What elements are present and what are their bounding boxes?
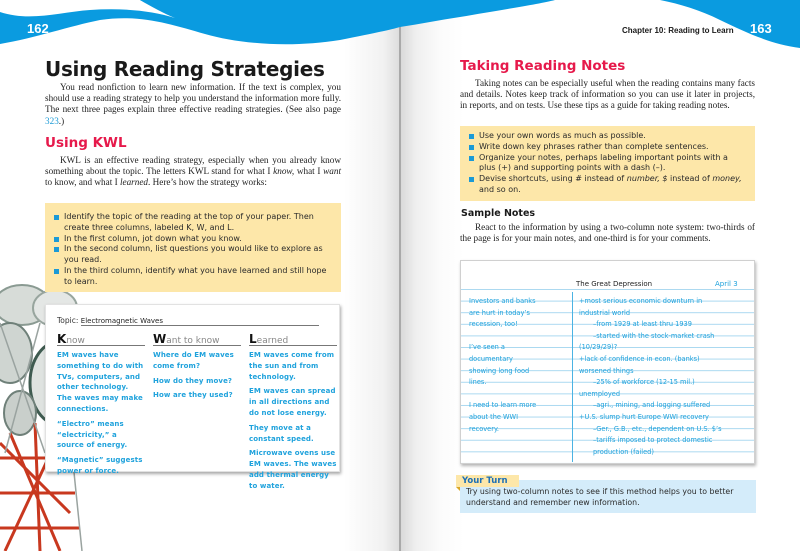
column-header [249, 332, 337, 346]
note-comment-line: are hurt in today’s [469, 308, 530, 317]
note-line: unemployed [579, 389, 621, 398]
note-comment-line: recovery. [469, 424, 500, 433]
note-comment-line: recession, too! [469, 320, 518, 329]
kwl-column-know [57, 332, 145, 481]
notebook-comments-column [469, 296, 569, 435]
header-wave-band [0, 0, 800, 70]
topic-label: Topic: [57, 316, 79, 325]
note-line: –25% of workforce (12-15 mil.) [593, 378, 695, 387]
intro-text: You read nonfiction to learn new information. If the text is complex, you should use a reading strategy to help you understand the information more fully. The next three pages explain three effective reading strategies. (See also page [45, 82, 341, 115]
notebook-main-notes-column [579, 296, 754, 458]
tip-item: Identify the topic of the reading at the top of your paper. Then create three columns, labeled K, W, and L. [53, 212, 333, 234]
note-line: –agri., mining, and logging suffered [593, 401, 711, 410]
tip-italic: $ [659, 174, 668, 184]
kwl-entry: How do they move? [153, 376, 233, 385]
sample-notes-heading: Sample Notes [461, 208, 536, 219]
tip-italic: # [575, 174, 582, 184]
note-line: –tariffs imposed to protect domestic [593, 436, 713, 445]
page-title: Using Reading Strategies [45, 57, 325, 81]
column-header [153, 332, 241, 346]
tip-item: In the first column, jot down what you know. [53, 234, 333, 245]
column-header [57, 332, 145, 346]
kwl-column-learned [249, 332, 337, 496]
intro-paragraph [45, 82, 341, 127]
note-comment-line: about the WWI [469, 412, 519, 421]
notebook-column-divider [572, 292, 573, 462]
notes-tips-box [460, 126, 755, 201]
notebook-top-margin [461, 261, 754, 281]
kwl-text: what I [294, 166, 324, 177]
kwl-chart [45, 304, 340, 490]
your-turn-text: Try using two-column notes to see if this method helps you to better understand and remember new information. [466, 487, 734, 507]
note-comment-line [469, 331, 569, 343]
note-comment-line: showing long food [469, 366, 530, 375]
note-line: industrial world [579, 308, 631, 317]
note-line: –from 1929 at least thru 1939 [593, 320, 692, 329]
note-comment-line: I’ve seen a [469, 343, 505, 352]
kwl-heading: Using KWL [45, 135, 127, 151]
kwl-entry: They move at a constant speed. [249, 423, 314, 443]
column-label: ant to know [166, 336, 220, 346]
kwl-text: KWL is an effective reading strategy, especially when you already know something about the topic. The letters KWL stand for what I [45, 155, 341, 177]
topic-value: Electromagnetic Waves [81, 317, 319, 326]
tip-text: instead of [667, 174, 713, 184]
running-head: Chapter 10: Reading to Learn [622, 26, 734, 35]
column-letter: K [57, 332, 67, 346]
notebook-date: April 3 [715, 280, 738, 288]
sample-notes-notebook [460, 260, 755, 464]
tip-text: Devise shortcuts, using [479, 174, 576, 184]
note-line: production (failed) [593, 447, 654, 456]
kwl-entry: Microwave ovens use EM waves. The waves add thermal energy to water. [249, 449, 337, 490]
note-line: –started with the stock-market crash [593, 331, 715, 340]
note-line: worsened things [579, 366, 634, 375]
note-line: +U.S. slump hurt Europe WWI recovery [579, 412, 709, 421]
kwl-entry: How are they used? [153, 391, 233, 400]
book-gutter [399, 0, 401, 551]
kwl-tips-box [45, 203, 341, 292]
your-turn-tab-fold [456, 487, 460, 491]
note-line: (10/29/29)? [579, 343, 618, 352]
tip-item: Organize your notes, perhaps labeling important points with a plus (+) and supporting points with a dash (–). [468, 153, 747, 175]
kwl-want-italic: want [323, 166, 341, 177]
kwl-entry: “Electro” means “electricity,” a source of energy. [57, 419, 128, 450]
tip-italic: money, [712, 174, 742, 184]
tip-item: Write down key phrases rather than complete sentences. [468, 142, 747, 153]
kwl-entry: EM waves can spread in all directions and do not lose energy. [249, 387, 336, 417]
tip-item: Use your own words as much as possible. [468, 131, 747, 142]
note-comment-line: I need to learn more [469, 401, 537, 410]
note-comment-line: Investors and banks [469, 297, 536, 305]
tip-item: In the third column, identify what you have learned and still hope to learn. [53, 266, 333, 288]
notebook-title: The Great Depression [576, 280, 653, 288]
intro-text-end: .) [58, 115, 65, 126]
page-number-left: 162 [27, 21, 49, 36]
kwl-know-italic: know, [273, 166, 295, 177]
kwl-paragraph [45, 155, 341, 189]
sample-notes-paragraph [460, 222, 755, 244]
tip-text: and so on. [479, 184, 521, 194]
kwl-learned-italic: learned [119, 177, 149, 188]
your-turn-label: Your Turn [456, 475, 519, 487]
taking-notes-heading: Taking Reading Notes [460, 58, 626, 74]
note-line: +most serious economic downturn in [579, 297, 703, 305]
kwl-entry: “Magnetic” suggests power or force. [57, 456, 143, 475]
note-comment-line: documentary [469, 354, 513, 363]
tip-text: instead of [581, 174, 627, 184]
column-label: now [66, 336, 85, 346]
page-number-right: 163 [750, 21, 772, 36]
notes-paragraph [460, 78, 755, 112]
tip-item: In the second column, list questions you would like to explore as you read. [53, 244, 333, 266]
column-label: earned [256, 336, 289, 346]
page-reference-link[interactable]: 323 [45, 115, 59, 126]
column-letter: L [249, 332, 257, 346]
sample-text: React to the information by using a two-column note system: two-thirds of the page is for your main notes, and one-third is for your comments. [460, 222, 755, 244]
kwl-text: to know, and what I [45, 177, 120, 188]
tip-item [468, 174, 747, 196]
note-line: –Ger., G.B., etc., dependent on U.S. $’s [593, 424, 722, 433]
note-comment-line [469, 389, 569, 401]
column-letter: W [153, 332, 167, 346]
kwl-entry: EM waves have something to do with TVs, computers, and other technology. The waves may make connections. [57, 351, 144, 413]
kwl-column-want [153, 332, 241, 405]
note-comment-line: lines. [469, 378, 487, 387]
note-line: +lack of confidence in econ. (banks) [579, 354, 700, 363]
notes-text: Taking notes can be especially useful when the reading contains many facts and details. Notes keep track of information so you can use it later in projects, in reports, and on tests. Use these tips as a guide for taking reading notes. [460, 78, 755, 111]
kwl-entry: Where do EM waves come from? [153, 351, 234, 370]
kwl-topic [57, 316, 329, 326]
kwl-entry: EM waves come from the sun and from technology. [249, 351, 335, 381]
kwl-text: . Here’s how the strategy works: [148, 177, 267, 188]
tip-italic: number, [626, 174, 660, 184]
